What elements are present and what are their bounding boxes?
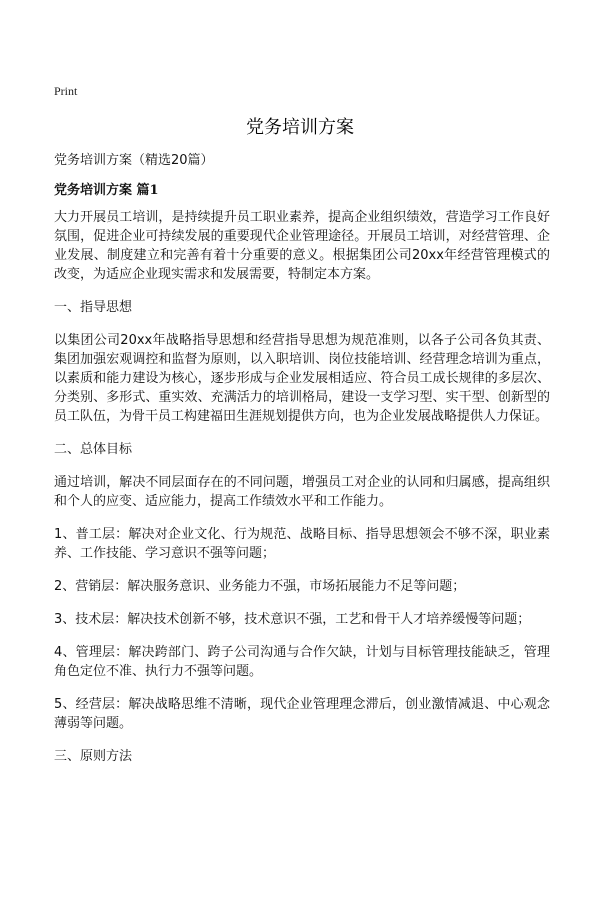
heading-principles: 三、原则方法 (54, 749, 133, 764)
goal-item-technical: 3、技术层：解决技术创新不够，技术意识不强，工艺和骨干人才培养缓慢等问题； (54, 612, 531, 627)
print-label: Print (54, 84, 78, 98)
goal-item-operations: 5、经营层：解决战略思维不清晰，现代企业管理理念滞后，创业激情减退、中心观念薄弱等问题。 (54, 697, 550, 731)
goal-item-worker: 1、普工层：解决对企业文化、行为规范、战略目标、指导思想领会不够不深，职业素养、工作技能、学习意识不强等问题； (54, 527, 550, 561)
goal-item-management: 4、管理层：解决跨部门、跨子公司沟通与合作欠缺，计划与目标管理技能缺乏，管理角色定位不准、执行力不强等问题。 (54, 645, 550, 679)
overall-goal-paragraph: 通过培训，解决不同层面存在的不同问题，增强员工对企业的认同和归属感，提高组织和个人的应变、适应能力，提高工作绩效水平和工作能力。 (54, 475, 550, 509)
document-title: 党务培训方案 (246, 117, 354, 138)
document-subtitle: 党务培训方案（精选20篇） (54, 153, 214, 168)
heading-overall-goal: 二、总体目标 (54, 442, 133, 457)
document-body (54, 151, 550, 780)
intro-paragraph: 大力开展员工培训，是持续提升员工职业素养，提高企业组织绩效，营造学习工作良好氛围，促进企业可持续发展的重要现代企业管理途径。开展员工培训，对经营管理、企业发展、制度建立和完善有着十分重要的意义。根据集团公司20xx年经营管理模式的改变，为适应企业现实需求和发展需要，特制定本方案。 (54, 210, 550, 282)
heading-guiding-thought: 一、指导思想 (54, 300, 133, 315)
section-title: 党务培训方案 篇1 (54, 183, 159, 198)
guiding-thought-paragraph: 以集团公司20xx年战略指导思想和经营指导思想为规范准则，以各子公司各负其责、集团加强宏观调控和监督为原则，以入职培训、岗位技能培训、经营理念培训为重点，以素质和能力建设为核心，逐步形成与企业发展相适应、符合员工成长规律的多层次、分类别、多形式、重实效、充满活力的培训格局，建设一支学习型、实干型、创新型的员工队伍，为骨干员工构建福田生涯规划提供方向，也为企业发展战略提供人力保证。 (54, 333, 550, 424)
goal-item-sales: 2、营销层：解决服务意识、业务能力不强，市场拓展能力不足等问题； (54, 579, 466, 594)
